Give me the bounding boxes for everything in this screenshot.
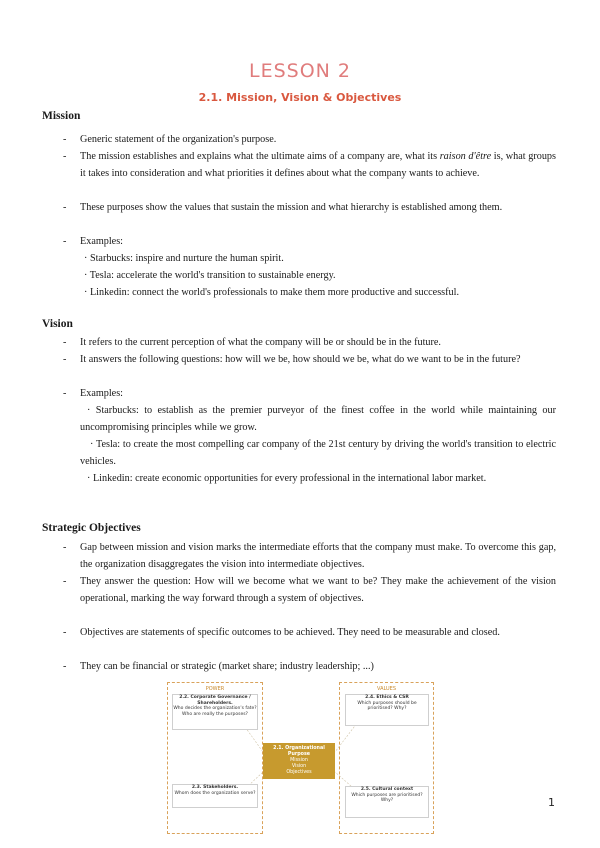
mission-bullet-2: The mission establishes and explains what the ultimate aims of a company are, what its raison d'être is, what groups it takes into consideration and what priorities it defines about what the company wants to achieve. (80, 151, 556, 179)
raison-detre-term: raison d'être (439, 151, 492, 162)
power-group-title: POWER (205, 686, 225, 692)
vision-bullet-1: It refers to the current perception of what the company will be or should be in the future. (80, 337, 441, 348)
bullet-dash: - (63, 388, 67, 399)
bullet-dash: - (63, 151, 67, 162)
objectives-heading: Strategic Objectives (42, 522, 141, 534)
card-body: Whom does the organization serve? (174, 790, 256, 796)
objectives-bullet-2: They answer the question: How will we become what we want to be? They make the achievement of the vision operational, marking the way forward through a system of objectives. (80, 576, 556, 604)
page-number: 1 (548, 796, 555, 809)
objectives-bullet-4: They can be financial or strategic (market share; industry leadership; ...) (80, 661, 374, 672)
card-title: 2.5. Cultural context (360, 787, 414, 792)
vision-heading: Vision (42, 318, 73, 330)
corporate-governance-card (172, 694, 258, 730)
card-body: Who decides the organization's fate? Who are really the purposes? (173, 706, 257, 717)
bullet-dash: - (63, 627, 67, 638)
bullet-dash: - (63, 542, 67, 553)
center-title: 2.1. Organizational Purpose (273, 746, 325, 757)
vision-bullet-2: It answers the following questions: how will we be, how should we be, what do we want to be in the future? (80, 354, 521, 365)
mission-bullet-3: These purposes show the values that sustain the mission and what hierarchy is established among them. (80, 202, 503, 213)
mission-heading: Mission (42, 110, 81, 122)
vision-example-starbucks: · Starbucks: to establish as the premier purveyor of the finest coffee in the world while maintaining our uncompromising principles while we grow. (80, 405, 556, 433)
mission-bullet-4: Examples: (80, 236, 124, 247)
mission-example-starbucks: · Starbucks: inspire and nurture the human spirit. (84, 253, 284, 264)
bullet-dash: - (63, 236, 67, 247)
card-title: 2.4. Ethics & CSR (365, 695, 409, 700)
mission-example-linkedin: · Linkedin: connect the world's professionals to make them more productive and successful. (84, 287, 459, 298)
cultural-context-card (345, 786, 429, 818)
bullet-dash: - (63, 134, 67, 145)
page-subtitle: 2.1. Mission, Vision & Objectives (198, 91, 402, 104)
values-group-title: VALUES (376, 686, 397, 692)
vision-bullet-3: Examples: (80, 388, 124, 399)
center-objectives: Objectives (286, 770, 312, 775)
card-body: Which purposes are prioritised? Why? (351, 792, 423, 803)
bullet-dash: - (63, 661, 67, 672)
ethics-csr-card (345, 694, 429, 726)
card-title: 2.3. Stakeholders. (191, 785, 239, 790)
mission-bullet-1: Generic statement of the organization's purpose. (80, 134, 277, 145)
bullet-dash: - (63, 354, 67, 365)
card-title: 2.2. Corporate Governance / Shareholders. (179, 695, 251, 706)
bullet-dash: - (63, 202, 67, 213)
center-vision: Vision (291, 764, 307, 769)
organizational-purpose-box (263, 743, 335, 779)
vision-example-tesla: · Tesla: to create the most compelling car company of the 21st century by driving the world's transition to electric vehicles. (80, 439, 556, 467)
page-title: LESSON 2 (248, 60, 351, 82)
stakeholders-card (172, 784, 258, 808)
card-body: Which purposes should be prioritised? Why? (357, 700, 417, 711)
bullet-dash: - (63, 576, 67, 587)
bullet-dash: - (63, 337, 67, 348)
center-mission: Mission (290, 758, 308, 763)
objectives-bullet-3: Objectives are statements of specific outcomes to be achieved. They need to be measurable and closed. (80, 627, 500, 638)
objectives-bullet-1: Gap between mission and vision marks the intermediate efforts that the company must make. To overcome this gap, the organization disaggregates the vision into intermediate objectives. (80, 542, 556, 570)
vision-example-linkedin: · Linkedin: create economic opportunities for every professional in the international labor market. (87, 473, 487, 484)
mission-example-tesla: · Tesla: accelerate the world's transition to sustainable energy. (84, 270, 336, 281)
organizational-purpose-diagram (167, 682, 433, 833)
